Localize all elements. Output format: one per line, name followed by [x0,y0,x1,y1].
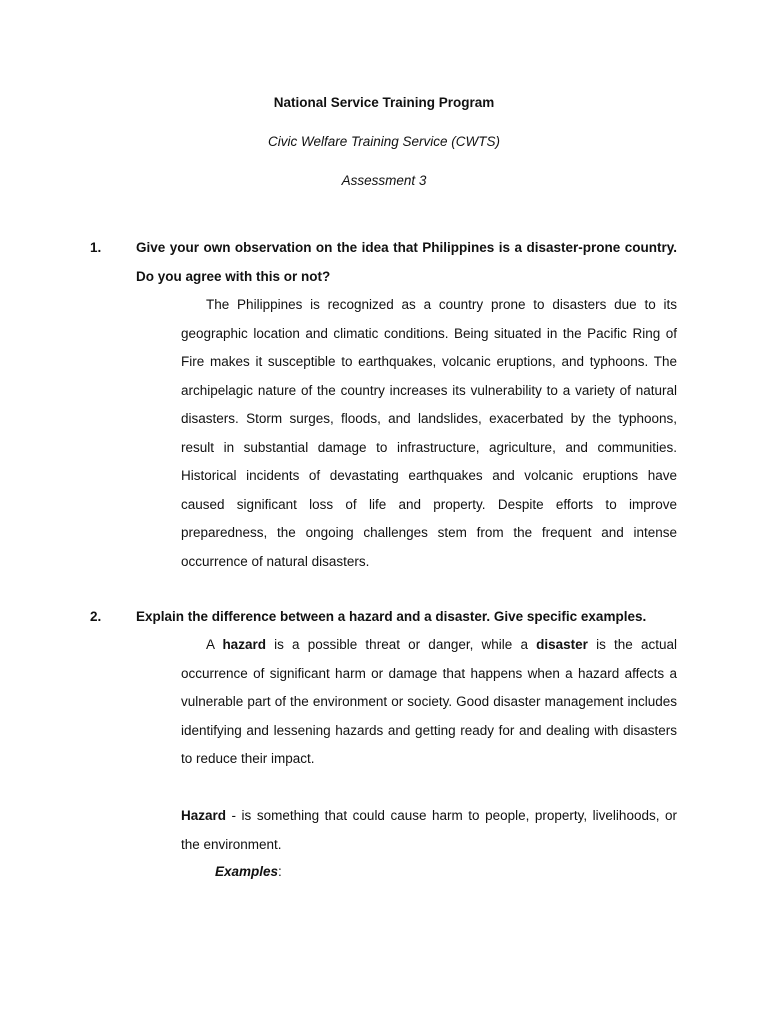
assessment-label: Assessment 3 [341,173,427,188]
question-1-number: 1. [90,240,102,255]
answer-2-part1: A [206,637,223,652]
examples-label: Examples [215,864,279,879]
hazard-definition-text: - is something that could cause harm to people, property, livelihoods, or the environment. [181,808,677,852]
answer-2-part2: is a possible threat or danger, while a [265,637,537,652]
document-subtitle: Civic Welfare Training Service (CWTS) [267,134,501,149]
examples-colon: : [278,864,282,879]
hazard-definition [181,802,677,859]
question-1-answer: The Philippines is recognized as a country prone to disasters due to its geographic location and climatic conditions. Being situated in the Pacific Ring of Fire makes it susceptible to earthquakes, volcanic eruptions, and typhoons. The archipelagic nature of the country increases its vulnerability to a variety of natural disasters. Storm surges, floods, and landslides, exacerbated by the typhoons, result in substantial damage to infrastructure, agriculture, and communities. Historical incidents of devastating earthquakes and volcanic eruptions have caused significant loss of life and property. Despite efforts to improve preparedness, the ongoing challenges stem from the frequent and intense occurrence of natural disasters. [181,297,677,569]
document-title: National Service Training Program [273,95,495,110]
answer-2-part3: is the actual occurrence of significant harm or damage that happens when a hazard affects a vulnerable part of the environment or society. Good disaster management includes identifying and lessening hazards and getting ready for and dealing with disasters to reduce their impact. [181,637,677,766]
question-2-answer [181,631,677,774]
question-2-number: 2. [90,609,102,624]
term-disaster: disaster [536,637,588,652]
term-hazard: hazard [222,637,266,652]
question-1-text: Give your own observation on the idea that Philippines is a disaster-prone country. Do you agree with this or not? [136,240,677,284]
question-2-text: Explain the difference between a hazard and a disaster. Give specific examples. [136,609,647,624]
hazard-definition-term: Hazard [181,808,227,823]
examples-heading [215,858,282,887]
